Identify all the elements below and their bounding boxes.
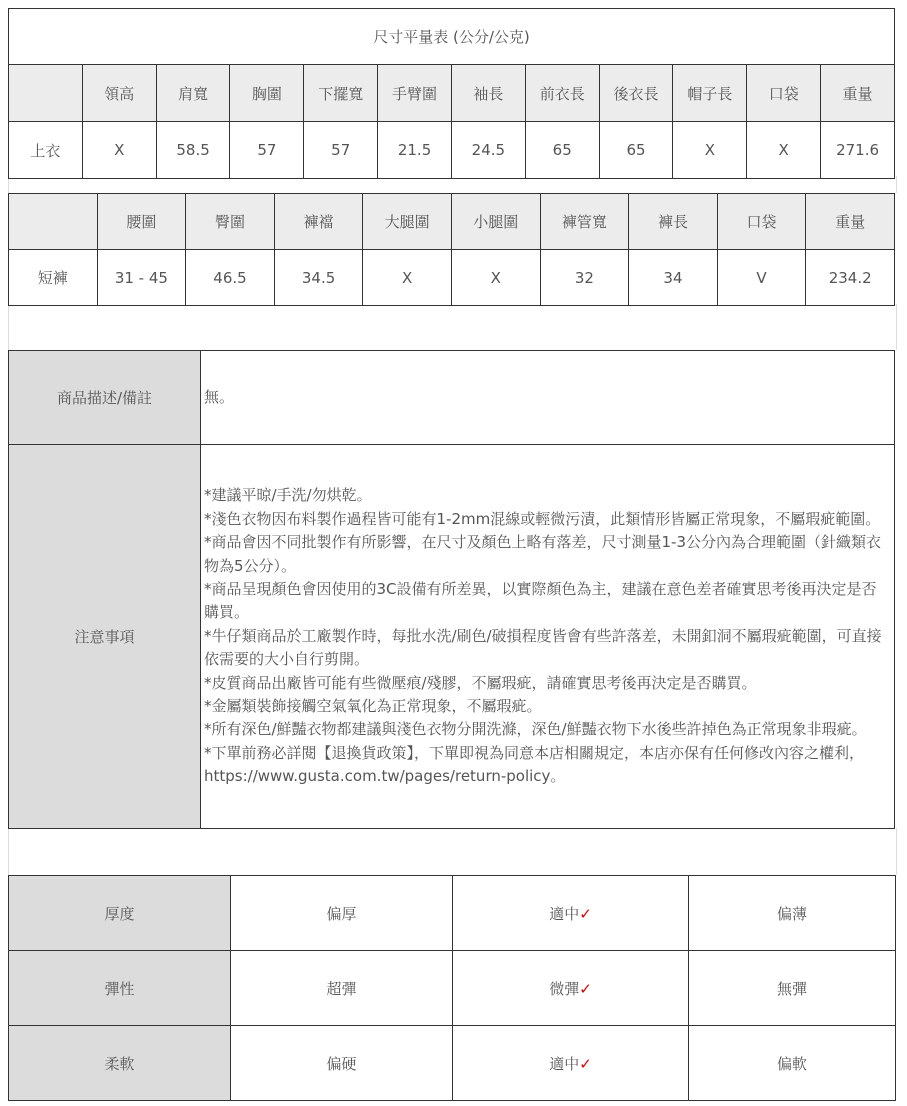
size-value: 31 - 45 — [97, 250, 186, 306]
option-label: 超彈 — [326, 979, 357, 998]
attribute-option — [231, 951, 453, 1026]
notes-list — [201, 445, 895, 829]
size-value: 65 — [525, 122, 599, 179]
attribute-option — [231, 1026, 453, 1101]
spacer — [8, 304, 897, 350]
column-header: 大腿圍 — [363, 194, 452, 250]
row-label: 上衣 — [9, 122, 83, 179]
column-header: 手臂圍 — [378, 65, 452, 122]
size-value: 24.5 — [451, 122, 525, 179]
attribute-option — [231, 876, 453, 951]
size-value: 32 — [540, 250, 629, 306]
column-header: 胸圍 — [230, 65, 304, 122]
size-value: 58.5 — [156, 122, 230, 179]
option-label: 偏軟 — [776, 1054, 807, 1073]
column-header — [9, 194, 98, 250]
size-value: 34.5 — [274, 250, 363, 306]
column-header — [9, 65, 83, 122]
option-label: 偏薄 — [776, 904, 807, 923]
column-header: 帽子長 — [673, 65, 747, 122]
option-label: 偏厚 — [326, 904, 357, 923]
checkmark-icon: ✓ — [579, 904, 592, 923]
attribute-row — [9, 951, 896, 1026]
size-value: 46.5 — [186, 250, 275, 306]
column-header: 後衣長 — [599, 65, 673, 122]
column-header: 下擺寬 — [304, 65, 378, 122]
size-value: X — [363, 250, 452, 306]
bottom-size-table — [8, 193, 895, 306]
description-label: 商品描述/備註 — [9, 351, 201, 445]
attribute-label: 彈性 — [9, 951, 231, 1026]
row-label: 短褲 — [9, 250, 98, 306]
attribute-option — [689, 1026, 896, 1101]
size-value: 57 — [304, 122, 378, 179]
column-header: 口袋 — [747, 65, 821, 122]
column-header: 重量 — [821, 65, 895, 122]
top-size-table — [8, 8, 895, 179]
attribute-row — [9, 876, 896, 951]
size-table-title: 尺寸平量表 (公分/公克) — [9, 9, 895, 65]
size-value: 65 — [599, 122, 673, 179]
column-header: 重量 — [806, 194, 895, 250]
attribute-option — [453, 876, 689, 951]
note-item: *淺色衣物因布料製作過程皆可能有1-2mm混線或輕微污漬，此類情形皆屬正常現象，不屬瑕疵範圍。 — [204, 509, 881, 528]
attribute-option — [453, 951, 689, 1026]
note-item: *金屬類裝飾接觸空氣氧化為正常現象，不屬瑕疵。 — [204, 697, 542, 716]
attribute-option — [689, 876, 896, 951]
option-label: 適中 — [549, 904, 580, 923]
option-label: 微彈 — [549, 979, 580, 998]
note-item: *商品會因不同批製作有所影響，在尺寸及顏色上略有落差，尺寸測量1-3公分內為合理範圍（針織類衣物為5公分）。 — [204, 533, 882, 575]
spacer — [8, 828, 897, 875]
size-value: V — [717, 250, 806, 306]
option-label: 適中 — [549, 1054, 580, 1073]
size-value: X — [82, 122, 156, 179]
option-label: 偏硬 — [326, 1054, 357, 1073]
size-value: 57 — [230, 122, 304, 179]
option-label: 無彈 — [776, 979, 807, 998]
size-value: 34 — [629, 250, 718, 306]
size-value: 234.2 — [806, 250, 895, 306]
size-value: 21.5 — [378, 122, 452, 179]
fabric-attributes-table — [8, 875, 896, 1101]
column-header: 褲襠 — [274, 194, 363, 250]
attribute-option — [453, 1026, 689, 1101]
note-item: *所有深色/鮮豔衣物都建議與淺色衣物分開洗滌，深色/鮮豔衣物下水後些許掉色為正常現象非瑕疵。 — [204, 720, 867, 739]
bottom-data-row — [9, 250, 895, 306]
note-item: *建議平晾/手洗/勿烘乾。 — [204, 486, 372, 505]
column-header: 袖長 — [451, 65, 525, 122]
checkmark-icon: ✓ — [579, 1054, 592, 1073]
product-info-table — [8, 350, 895, 829]
description-value: 無。 — [201, 351, 895, 445]
attribute-option — [689, 951, 896, 1026]
column-header: 肩寬 — [156, 65, 230, 122]
column-header: 口袋 — [717, 194, 806, 250]
column-header: 腰圍 — [97, 194, 186, 250]
note-item: *下單前務必詳閱【退換貨政策】，下單即視為同意本店相關規定，本店亦保有任何修改內容之權利，https://www.gusta.com.tw/pages/return-policy。 — [204, 743, 865, 786]
attribute-row — [9, 1026, 896, 1101]
column-header: 前衣長 — [525, 65, 599, 122]
note-item: *皮質商品出廠皆可能有些微壓痕/殘膠，不屬瑕疵，請確實思考後再決定是否購買。 — [204, 673, 757, 692]
column-header: 褲管寬 — [540, 194, 629, 250]
size-value: 271.6 — [821, 122, 895, 179]
notes-label: 注意事項 — [9, 445, 201, 829]
note-item: *牛仔類商品於工廠製作時，每批水洗/刷色/破損程度皆會有些許落差，未開釦洞不屬瑕疵範圍，可直接依需要的大小自行剪開。 — [204, 626, 882, 669]
bottom-header-row — [9, 194, 895, 250]
top-header-row — [9, 65, 895, 122]
column-header: 領高 — [82, 65, 156, 122]
note-item: *商品呈現顏色會因使用的3C設備有所差異，以實際顏色為主，建議在意色差者確實思考後再決定是否購買。 — [204, 579, 877, 622]
size-value: X — [747, 122, 821, 179]
attribute-label: 柔軟 — [9, 1026, 231, 1101]
column-header: 褲長 — [629, 194, 718, 250]
top-data-row — [9, 122, 895, 179]
column-header: 小腿圍 — [451, 194, 540, 250]
column-header: 臀圍 — [186, 194, 275, 250]
size-value: X — [451, 250, 540, 306]
checkmark-icon: ✓ — [579, 979, 592, 998]
attribute-label: 厚度 — [9, 876, 231, 951]
size-value: X — [673, 122, 747, 179]
